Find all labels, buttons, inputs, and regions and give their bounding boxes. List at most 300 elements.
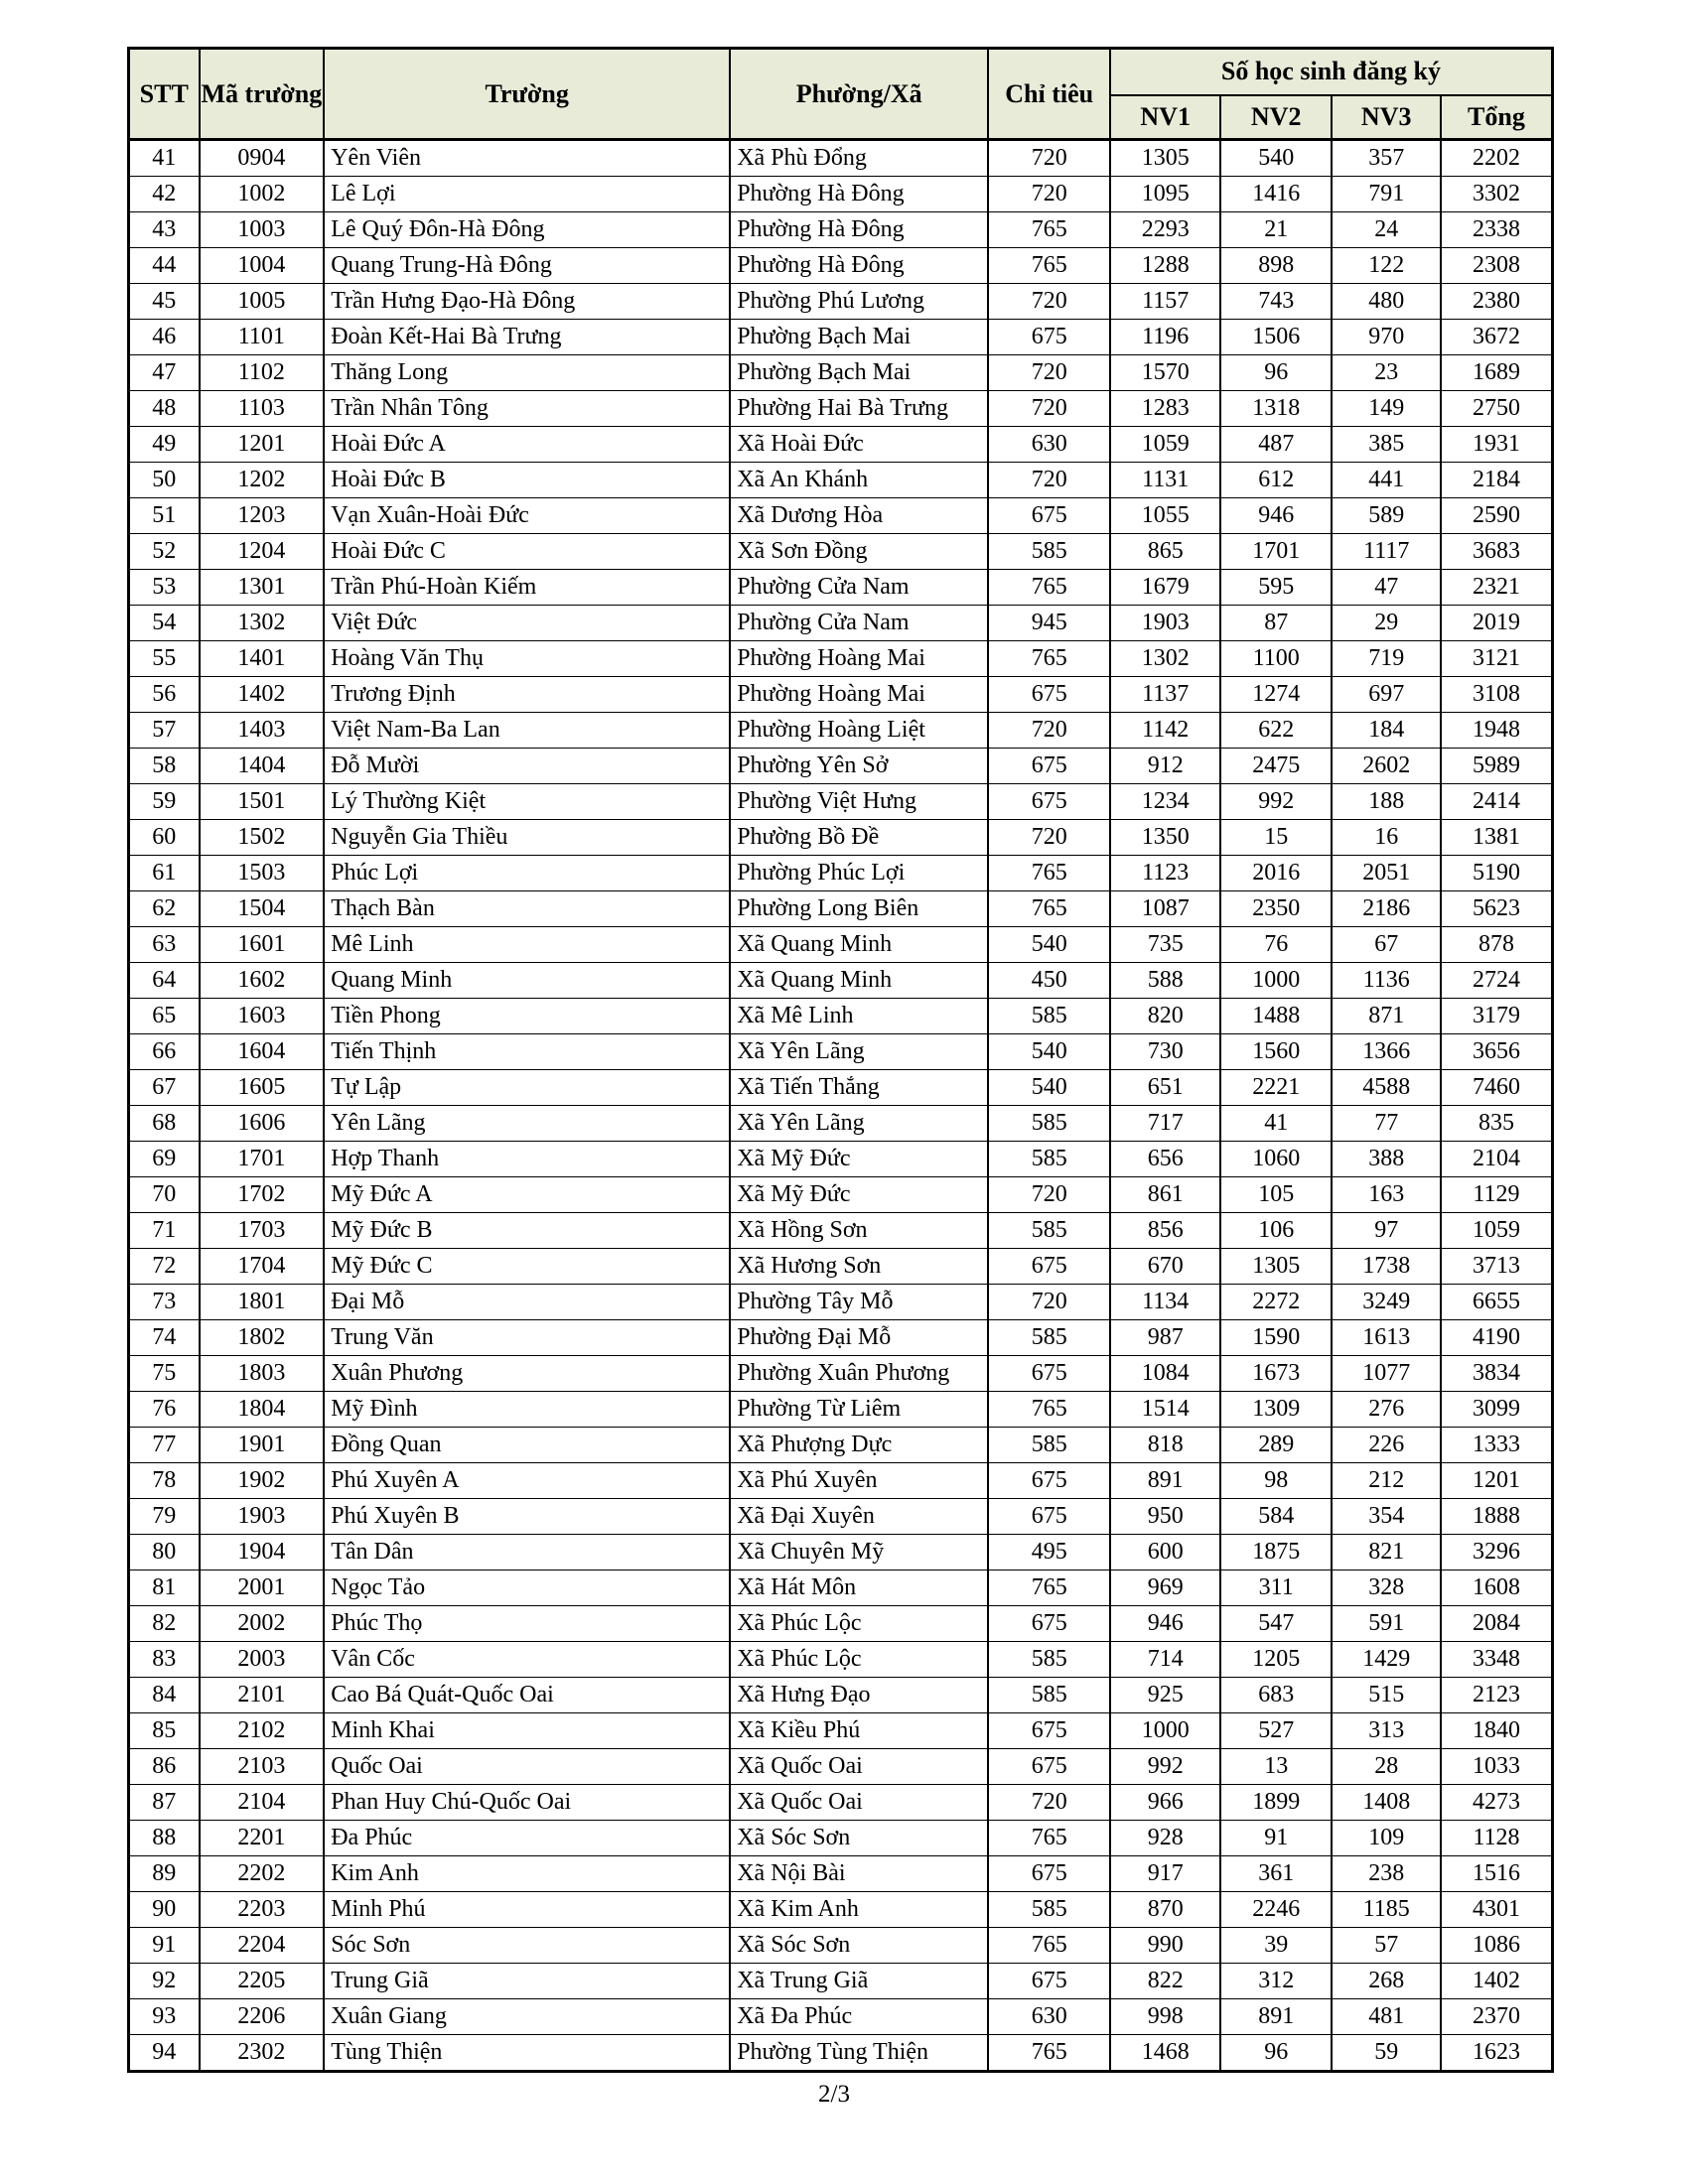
cell-tong: 3099 xyxy=(1441,1392,1552,1428)
cell-nv2: 41 xyxy=(1220,1106,1332,1142)
cell-stt: 61 xyxy=(129,856,200,891)
cell-tong: 3683 xyxy=(1441,534,1552,570)
cell-phuong_xa: Phường Từ Liêm xyxy=(730,1392,988,1428)
table-row xyxy=(129,1964,1553,1999)
cell-nv1: 998 xyxy=(1110,1999,1220,2035)
cell-truong: Nguyễn Gia Thiều xyxy=(324,820,730,856)
table-row xyxy=(129,713,1553,749)
cell-stt: 47 xyxy=(129,355,200,391)
cell-nv1: 917 xyxy=(1110,1856,1220,1892)
cell-truong: Phúc Lợi xyxy=(324,856,730,891)
cell-truong: Yên Lãng xyxy=(324,1106,730,1142)
cell-nv3: 1366 xyxy=(1332,1034,1441,1070)
cell-truong: Trung Giã xyxy=(324,1964,730,1999)
cell-stt: 80 xyxy=(129,1535,200,1570)
table-row xyxy=(129,1642,1553,1678)
cell-stt: 86 xyxy=(129,1749,200,1785)
cell-truong: Trung Văn xyxy=(324,1320,730,1356)
cell-stt: 66 xyxy=(129,1034,200,1070)
cell-nv3: 1117 xyxy=(1332,534,1441,570)
cell-truong: Hợp Thanh xyxy=(324,1142,730,1177)
cell-ma_truong: 1904 xyxy=(200,1535,325,1570)
cell-nv3: 1136 xyxy=(1332,963,1441,999)
cell-phuong_xa: Xã Tiến Thắng xyxy=(730,1070,988,1106)
cell-truong: Hoài Đức C xyxy=(324,534,730,570)
cell-nv3: 515 xyxy=(1332,1678,1441,1713)
cell-phuong_xa: Phường Cửa Nam xyxy=(730,606,988,641)
cell-stt: 81 xyxy=(129,1570,200,1606)
cell-nv2: 96 xyxy=(1220,355,1332,391)
cell-nv2: 2221 xyxy=(1220,1070,1332,1106)
cell-nv1: 1134 xyxy=(1110,1285,1220,1320)
cell-tong: 3713 xyxy=(1441,1249,1552,1285)
cell-tong: 1128 xyxy=(1441,1821,1552,1856)
cell-nv1: 1000 xyxy=(1110,1713,1220,1749)
cell-chi_tieu: 585 xyxy=(988,1678,1110,1713)
cell-chi_tieu: 540 xyxy=(988,1034,1110,1070)
cell-chi_tieu: 720 xyxy=(988,1285,1110,1320)
cell-nv3: 2186 xyxy=(1332,891,1441,927)
cell-truong: Hoàng Văn Thụ xyxy=(324,641,730,677)
table-row xyxy=(129,534,1553,570)
cell-nv1: 1055 xyxy=(1110,498,1220,534)
cell-nv2: 487 xyxy=(1220,427,1332,463)
cell-tong: 1059 xyxy=(1441,1213,1552,1249)
cell-chi_tieu: 585 xyxy=(988,1892,1110,1928)
cell-truong: Thăng Long xyxy=(324,355,730,391)
cell-nv1: 820 xyxy=(1110,999,1220,1034)
cell-phuong_xa: Xã Hương Sơn xyxy=(730,1249,988,1285)
cell-nv3: 719 xyxy=(1332,641,1441,677)
cell-nv3: 24 xyxy=(1332,212,1441,248)
cell-truong: Đồng Quan xyxy=(324,1428,730,1463)
cell-nv1: 946 xyxy=(1110,1606,1220,1642)
cell-nv2: 743 xyxy=(1220,284,1332,320)
cell-phuong_xa: Xã Phượng Dực xyxy=(730,1428,988,1463)
table-row xyxy=(129,1821,1553,1856)
cell-truong: Phan Huy Chú-Quốc Oai xyxy=(324,1785,730,1821)
cell-nv1: 891 xyxy=(1110,1463,1220,1499)
cell-nv1: 1350 xyxy=(1110,820,1220,856)
cell-nv1: 651 xyxy=(1110,1070,1220,1106)
cell-nv3: 268 xyxy=(1332,1964,1441,1999)
table-row xyxy=(129,2035,1553,2072)
cell-truong: Tiến Thịnh xyxy=(324,1034,730,1070)
cell-nv2: 891 xyxy=(1220,1999,1332,2035)
cell-chi_tieu: 585 xyxy=(988,534,1110,570)
cell-nv3: 821 xyxy=(1332,1535,1441,1570)
cell-nv1: 1137 xyxy=(1110,677,1220,713)
cell-phuong_xa: Xã Quang Minh xyxy=(730,963,988,999)
cell-ma_truong: 1803 xyxy=(200,1356,325,1392)
cell-phuong_xa: Xã Phù Đổng xyxy=(730,140,988,177)
cell-ma_truong: 0904 xyxy=(200,140,325,177)
cell-nv3: 388 xyxy=(1332,1142,1441,1177)
cell-nv1: 1570 xyxy=(1110,355,1220,391)
cell-stt: 77 xyxy=(129,1428,200,1463)
cell-nv2: 87 xyxy=(1220,606,1332,641)
cell-stt: 85 xyxy=(129,1713,200,1749)
cell-tong: 3108 xyxy=(1441,677,1552,713)
cell-nv1: 822 xyxy=(1110,1964,1220,1999)
cell-ma_truong: 1701 xyxy=(200,1142,325,1177)
cell-nv2: 1590 xyxy=(1220,1320,1332,1356)
cell-phuong_xa: Xã Hồng Sơn xyxy=(730,1213,988,1249)
cell-tong: 5623 xyxy=(1441,891,1552,927)
cell-truong: Quang Minh xyxy=(324,963,730,999)
cell-nv1: 714 xyxy=(1110,1642,1220,1678)
cell-ma_truong: 2103 xyxy=(200,1749,325,1785)
cell-nv2: 2350 xyxy=(1220,891,1332,927)
cell-phuong_xa: Phường Hà Đông xyxy=(730,177,988,212)
cell-phuong_xa: Xã Phúc Lộc xyxy=(730,1642,988,1678)
col-header-chi-tieu: Chỉ tiêu xyxy=(988,49,1110,140)
cell-nv2: 1506 xyxy=(1220,320,1332,355)
cell-tong: 4190 xyxy=(1441,1320,1552,1356)
cell-phuong_xa: Xã Sóc Sơn xyxy=(730,1821,988,1856)
table-row xyxy=(129,320,1553,355)
table-row xyxy=(129,1606,1553,1642)
table-row xyxy=(129,463,1553,498)
cell-phuong_xa: Phường Hoàng Liệt xyxy=(730,713,988,749)
cell-nv2: 992 xyxy=(1220,784,1332,820)
cell-tong: 1931 xyxy=(1441,427,1552,463)
cell-stt: 73 xyxy=(129,1285,200,1320)
cell-stt: 71 xyxy=(129,1213,200,1249)
cell-nv2: 2272 xyxy=(1220,1285,1332,1320)
cell-chi_tieu: 675 xyxy=(988,1249,1110,1285)
cell-tong: 1333 xyxy=(1441,1428,1552,1463)
cell-stt: 82 xyxy=(129,1606,200,1642)
cell-nv3: 122 xyxy=(1332,248,1441,284)
cell-nv1: 670 xyxy=(1110,1249,1220,1285)
cell-tong: 7460 xyxy=(1441,1070,1552,1106)
cell-nv3: 354 xyxy=(1332,1499,1441,1535)
cell-stt: 67 xyxy=(129,1070,200,1106)
cell-nv2: 312 xyxy=(1220,1964,1332,1999)
cell-ma_truong: 1005 xyxy=(200,284,325,320)
cell-nv2: 1309 xyxy=(1220,1392,1332,1428)
cell-ma_truong: 2206 xyxy=(200,1999,325,2035)
table-row xyxy=(129,1785,1553,1821)
cell-phuong_xa: Xã Yên Lãng xyxy=(730,1106,988,1142)
cell-nv2: 76 xyxy=(1220,927,1332,963)
cell-phuong_xa: Phường Tùng Thiện xyxy=(730,2035,988,2072)
cell-nv3: 163 xyxy=(1332,1177,1441,1213)
cell-stt: 56 xyxy=(129,677,200,713)
table-row xyxy=(129,1570,1553,1606)
table-row xyxy=(129,784,1553,820)
cell-truong: Thạch Bàn xyxy=(324,891,730,927)
cell-phuong_xa: Xã Sóc Sơn xyxy=(730,1928,988,1964)
cell-nv2: 1060 xyxy=(1220,1142,1332,1177)
cell-nv3: 480 xyxy=(1332,284,1441,320)
cell-truong: Tiền Phong xyxy=(324,999,730,1034)
cell-stt: 64 xyxy=(129,963,200,999)
cell-nv3: 1185 xyxy=(1332,1892,1441,1928)
cell-stt: 51 xyxy=(129,498,200,534)
col-header-phuong-xa: Phường/Xã xyxy=(730,49,988,140)
cell-nv2: 2016 xyxy=(1220,856,1332,891)
page-number: 2/3 xyxy=(818,2081,850,2108)
cell-tong: 3179 xyxy=(1441,999,1552,1034)
cell-ma_truong: 1606 xyxy=(200,1106,325,1142)
cell-stt: 43 xyxy=(129,212,200,248)
cell-ma_truong: 2001 xyxy=(200,1570,325,1606)
cell-nv1: 1468 xyxy=(1110,2035,1220,2072)
cell-nv1: 1514 xyxy=(1110,1392,1220,1428)
cell-phuong_xa: Xã Phú Xuyên xyxy=(730,1463,988,1499)
cell-truong: Lê Lợi xyxy=(324,177,730,212)
cell-nv3: 591 xyxy=(1332,1606,1441,1642)
cell-chi_tieu: 585 xyxy=(988,1142,1110,1177)
table-row xyxy=(129,1070,1553,1106)
cell-nv1: 1302 xyxy=(1110,641,1220,677)
cell-nv3: 970 xyxy=(1332,320,1441,355)
cell-nv1: 1903 xyxy=(1110,606,1220,641)
enrollment-table xyxy=(127,47,1554,2073)
cell-nv1: 1234 xyxy=(1110,784,1220,820)
col-header-nv1: NV1 xyxy=(1110,95,1220,140)
cell-ma_truong: 1403 xyxy=(200,713,325,749)
cell-nv1: 818 xyxy=(1110,1428,1220,1463)
cell-nv1: 730 xyxy=(1110,1034,1220,1070)
cell-nv3: 871 xyxy=(1332,999,1441,1034)
cell-ma_truong: 1102 xyxy=(200,355,325,391)
cell-chi_tieu: 720 xyxy=(988,391,1110,427)
table-row xyxy=(129,963,1553,999)
cell-nv1: 2293 xyxy=(1110,212,1220,248)
cell-phuong_xa: Xã Kim Anh xyxy=(730,1892,988,1928)
table-row xyxy=(129,212,1553,248)
cell-ma_truong: 2101 xyxy=(200,1678,325,1713)
cell-truong: Lý Thường Kiệt xyxy=(324,784,730,820)
table-row xyxy=(129,570,1553,606)
col-header-so-hoc-sinh-dang-ky: Số học sinh đăng ký xyxy=(1110,49,1552,95)
table-row xyxy=(129,1177,1553,1213)
cell-phuong_xa: Xã Đại Xuyên xyxy=(730,1499,988,1535)
cell-nv1: 861 xyxy=(1110,1177,1220,1213)
cell-phuong_xa: Phường Tây Mỗ xyxy=(730,1285,988,1320)
cell-ma_truong: 2002 xyxy=(200,1606,325,1642)
cell-nv2: 683 xyxy=(1220,1678,1332,1713)
table-row xyxy=(129,1392,1553,1428)
cell-nv2: 39 xyxy=(1220,1928,1332,1964)
cell-truong: Mỹ Đức B xyxy=(324,1213,730,1249)
cell-chi_tieu: 675 xyxy=(988,784,1110,820)
cell-nv2: 1000 xyxy=(1220,963,1332,999)
cell-phuong_xa: Xã Đa Phúc xyxy=(730,1999,988,2035)
cell-chi_tieu: 765 xyxy=(988,1570,1110,1606)
cell-nv3: 589 xyxy=(1332,498,1441,534)
cell-tong: 1623 xyxy=(1441,2035,1552,2072)
cell-stt: 90 xyxy=(129,1892,200,1928)
cell-nv3: 1613 xyxy=(1332,1320,1441,1356)
cell-nv3: 276 xyxy=(1332,1392,1441,1428)
cell-stt: 53 xyxy=(129,570,200,606)
cell-phuong_xa: Xã Phúc Lộc xyxy=(730,1606,988,1642)
cell-tong: 4301 xyxy=(1441,1892,1552,1928)
cell-nv1: 717 xyxy=(1110,1106,1220,1142)
cell-nv2: 1899 xyxy=(1220,1785,1332,1821)
cell-stt: 83 xyxy=(129,1642,200,1678)
table-row xyxy=(129,1499,1553,1535)
cell-nv1: 600 xyxy=(1110,1535,1220,1570)
cell-chi_tieu: 945 xyxy=(988,606,1110,641)
cell-phuong_xa: Xã Yên Lãng xyxy=(730,1034,988,1070)
cell-chi_tieu: 720 xyxy=(988,713,1110,749)
cell-nv2: 1205 xyxy=(1220,1642,1332,1678)
cell-nv2: 584 xyxy=(1220,1499,1332,1535)
cell-stt: 60 xyxy=(129,820,200,856)
cell-nv2: 105 xyxy=(1220,1177,1332,1213)
cell-stt: 55 xyxy=(129,641,200,677)
cell-nv1: 588 xyxy=(1110,963,1220,999)
cell-ma_truong: 1801 xyxy=(200,1285,325,1320)
cell-truong: Đỗ Mười xyxy=(324,749,730,784)
cell-phuong_xa: Phường Phú Lương xyxy=(730,284,988,320)
cell-stt: 69 xyxy=(129,1142,200,1177)
cell-nv2: 540 xyxy=(1220,140,1332,177)
table-row xyxy=(129,820,1553,856)
cell-nv3: 109 xyxy=(1332,1821,1441,1856)
col-header-truong: Trường xyxy=(324,49,730,140)
cell-tong: 2321 xyxy=(1441,570,1552,606)
cell-phuong_xa: Xã An Khánh xyxy=(730,463,988,498)
cell-truong: Minh Phú xyxy=(324,1892,730,1928)
cell-phuong_xa: Xã Nội Bài xyxy=(730,1856,988,1892)
cell-chi_tieu: 765 xyxy=(988,891,1110,927)
cell-ma_truong: 1703 xyxy=(200,1213,325,1249)
cell-nv2: 13 xyxy=(1220,1749,1332,1785)
cell-chi_tieu: 765 xyxy=(988,570,1110,606)
cell-nv3: 28 xyxy=(1332,1749,1441,1785)
cell-phuong_xa: Xã Dương Hòa xyxy=(730,498,988,534)
cell-stt: 48 xyxy=(129,391,200,427)
table-row xyxy=(129,749,1553,784)
cell-chi_tieu: 585 xyxy=(988,1428,1110,1463)
table-row xyxy=(129,999,1553,1034)
cell-chi_tieu: 720 xyxy=(988,1785,1110,1821)
cell-chi_tieu: 675 xyxy=(988,1463,1110,1499)
table-row xyxy=(129,355,1553,391)
cell-truong: Mỹ Đức A xyxy=(324,1177,730,1213)
cell-ma_truong: 1002 xyxy=(200,177,325,212)
cell-tong: 3296 xyxy=(1441,1535,1552,1570)
cell-nv1: 865 xyxy=(1110,534,1220,570)
cell-tong: 2414 xyxy=(1441,784,1552,820)
cell-phuong_xa: Xã Hưng Đạo xyxy=(730,1678,988,1713)
cell-nv2: 96 xyxy=(1220,2035,1332,2072)
cell-nv1: 928 xyxy=(1110,1821,1220,1856)
cell-tong: 2308 xyxy=(1441,248,1552,284)
cell-ma_truong: 1003 xyxy=(200,212,325,248)
cell-nv3: 29 xyxy=(1332,606,1441,641)
cell-tong: 6655 xyxy=(1441,1285,1552,1320)
cell-ma_truong: 1804 xyxy=(200,1392,325,1428)
cell-chi_tieu: 675 xyxy=(988,1713,1110,1749)
cell-nv3: 328 xyxy=(1332,1570,1441,1606)
col-header-nv2: NV2 xyxy=(1220,95,1332,140)
cell-nv1: 912 xyxy=(1110,749,1220,784)
cell-nv3: 67 xyxy=(1332,927,1441,963)
cell-chi_tieu: 765 xyxy=(988,641,1110,677)
table-row xyxy=(129,427,1553,463)
cell-phuong_xa: Xã Mỹ Đức xyxy=(730,1177,988,1213)
cell-tong: 2202 xyxy=(1441,140,1552,177)
cell-chi_tieu: 675 xyxy=(988,1499,1110,1535)
cell-chi_tieu: 585 xyxy=(988,1320,1110,1356)
cell-truong: Ngọc Tảo xyxy=(324,1570,730,1606)
cell-nv3: 188 xyxy=(1332,784,1441,820)
table-row xyxy=(129,1928,1553,1964)
cell-truong: Minh Khai xyxy=(324,1713,730,1749)
cell-ma_truong: 1802 xyxy=(200,1320,325,1356)
cell-phuong_xa: Phường Hà Đông xyxy=(730,248,988,284)
cell-stt: 88 xyxy=(129,1821,200,1856)
cell-stt: 65 xyxy=(129,999,200,1034)
cell-truong: Cao Bá Quát-Quốc Oai xyxy=(324,1678,730,1713)
table-row xyxy=(129,1142,1553,1177)
cell-tong: 3656 xyxy=(1441,1034,1552,1070)
cell-truong: Phú Xuyên B xyxy=(324,1499,730,1535)
cell-nv2: 1701 xyxy=(1220,534,1332,570)
cell-tong: 2019 xyxy=(1441,606,1552,641)
cell-nv3: 16 xyxy=(1332,820,1441,856)
cell-truong: Kim Anh xyxy=(324,1856,730,1892)
cell-tong: 1201 xyxy=(1441,1463,1552,1499)
cell-stt: 41 xyxy=(129,140,200,177)
cell-nv2: 1305 xyxy=(1220,1249,1332,1285)
cell-chi_tieu: 675 xyxy=(988,1606,1110,1642)
cell-stt: 75 xyxy=(129,1356,200,1392)
cell-nv2: 1100 xyxy=(1220,641,1332,677)
cell-nv2: 289 xyxy=(1220,1428,1332,1463)
cell-chi_tieu: 720 xyxy=(988,284,1110,320)
cell-nv1: 990 xyxy=(1110,1928,1220,1964)
cell-nv3: 184 xyxy=(1332,713,1441,749)
cell-nv2: 547 xyxy=(1220,1606,1332,1642)
cell-stt: 72 xyxy=(129,1249,200,1285)
cell-chi_tieu: 765 xyxy=(988,248,1110,284)
cell-nv1: 992 xyxy=(1110,1749,1220,1785)
cell-nv1: 1095 xyxy=(1110,177,1220,212)
cell-nv3: 238 xyxy=(1332,1856,1441,1892)
cell-ma_truong: 1301 xyxy=(200,570,325,606)
cell-nv2: 21 xyxy=(1220,212,1332,248)
cell-chi_tieu: 720 xyxy=(988,355,1110,391)
table-header xyxy=(129,49,1553,140)
cell-nv1: 1059 xyxy=(1110,427,1220,463)
cell-stt: 91 xyxy=(129,1928,200,1964)
cell-stt: 54 xyxy=(129,606,200,641)
cell-tong: 1608 xyxy=(1441,1570,1552,1606)
cell-stt: 94 xyxy=(129,2035,200,2072)
cell-chi_tieu: 540 xyxy=(988,1070,1110,1106)
cell-phuong_xa: Phường Yên Sở xyxy=(730,749,988,784)
cell-stt: 70 xyxy=(129,1177,200,1213)
cell-chi_tieu: 765 xyxy=(988,1821,1110,1856)
cell-nv3: 791 xyxy=(1332,177,1441,212)
table-row xyxy=(129,140,1553,177)
cell-ma_truong: 1404 xyxy=(200,749,325,784)
cell-nv2: 622 xyxy=(1220,713,1332,749)
cell-chi_tieu: 675 xyxy=(988,498,1110,534)
cell-stt: 78 xyxy=(129,1463,200,1499)
cell-truong: Quốc Oai xyxy=(324,1749,730,1785)
cell-ma_truong: 2204 xyxy=(200,1928,325,1964)
cell-ma_truong: 1704 xyxy=(200,1249,325,1285)
